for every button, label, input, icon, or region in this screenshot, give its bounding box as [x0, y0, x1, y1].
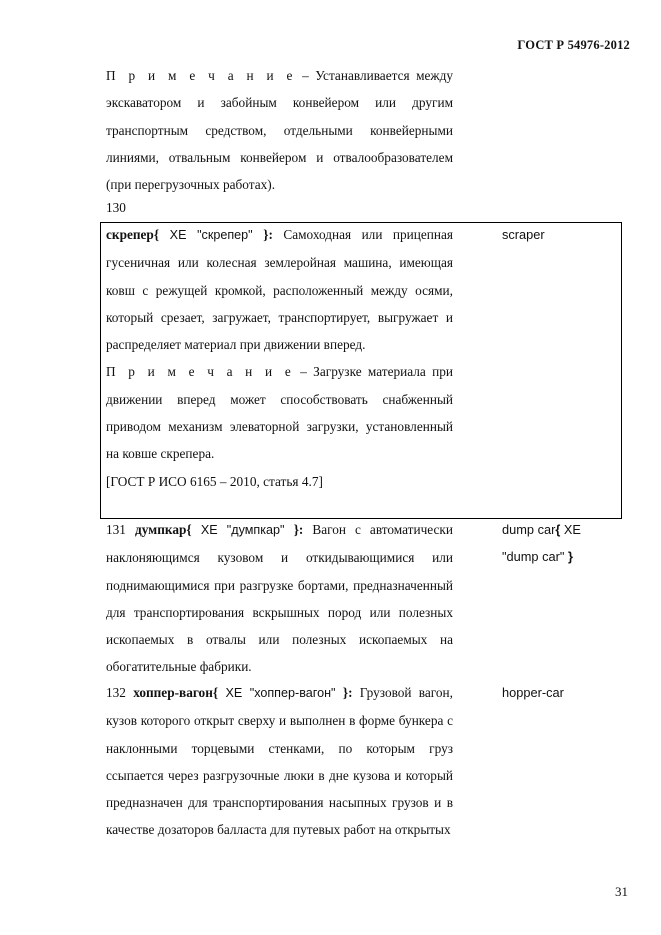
term-130-entry: [106, 221, 453, 495]
xe-field: "dump car": [502, 549, 565, 565]
brace-open: {: [153, 227, 160, 242]
note-label: П р и м е ч а н и е: [106, 68, 296, 83]
note-text: – Устанавливается между экскаватором и забойным конвейером или другим транспортным средством, отдельными конвейерными линиями, отвальным конвейером и отвалообразователем (при перегрузочных работах).: [106, 68, 454, 193]
term-130-source: [ГОСТ Р ИСО 6165 – 2010, статья 4.7]: [106, 473, 323, 489]
standard-header: ГОСТ Р 54976-2012: [517, 38, 630, 52]
xe-field: XE "хоппер-вагон": [218, 686, 343, 700]
brace-close: }:: [293, 522, 304, 537]
brace-close: }: [564, 549, 573, 565]
brace-close: }:: [263, 227, 273, 242]
xe-field: XE "думпкар": [191, 523, 294, 537]
english-term: dump car: [502, 522, 556, 537]
term-132-english: hopper-car: [502, 685, 564, 700]
note-paragraph: [106, 62, 453, 198]
term-number-131: 131: [106, 522, 126, 537]
term-132-definition: Грузовой вагон, кузов которого открыт сверху и выполнен в форме бункера с наклонными торцевыми стенками, по которым груз ссыпается через разгрузочные люки в дне кузова и который предназначен для транспортирования насыпных грузов и в качестве дозаторов балласта для путевых работ на открытых: [106, 685, 453, 838]
xe-field: XE "скрепер": [159, 228, 264, 242]
term-number-130: 130: [106, 200, 126, 215]
brace-open: {: [186, 522, 192, 537]
term-132-name: хоппер-вагон: [133, 685, 213, 700]
term-131-name: думпкар: [134, 522, 187, 537]
term-130-note-label: П р и м е ч а н и е: [106, 364, 294, 380]
brace-open: {: [555, 522, 561, 537]
term-130-name: скрепер: [106, 227, 154, 242]
term-132-entry: [106, 679, 453, 844]
brace-close: }:: [342, 685, 353, 700]
term-number-132: 132: [106, 685, 126, 700]
term-131-entry: [106, 516, 453, 681]
page-number: 31: [615, 884, 628, 899]
term-130-note-text: – Загрузке материала при движении вперед может способствовать снабженный приводом механизм элеваторной загрузки, установленный на ковше скрепера.: [106, 364, 453, 462]
term-131-definition: Вагон с автоматически наклоняющимся кузовом и откидывающимися или поднимающимися при разгрузке бортами, предназначенный для транспортирования вскрышных пород или полезных ископаемых в отвалы или полезных ископаемых на обогатительные фабрики.: [106, 522, 454, 675]
term-130-english: scraper: [502, 227, 545, 242]
term-131-english: [502, 516, 622, 571]
xe-field: XE: [560, 522, 581, 537]
brace-open: {: [212, 685, 219, 700]
term-130-definition: Самоходная или прицепная гусеничная или колесная землеройная машина, имеющая ковш с режущей кромкой, расположенный между осями, который срезает, загружает, транспортирует, выгружает и распределяет материал при движении вперед.: [106, 227, 453, 353]
